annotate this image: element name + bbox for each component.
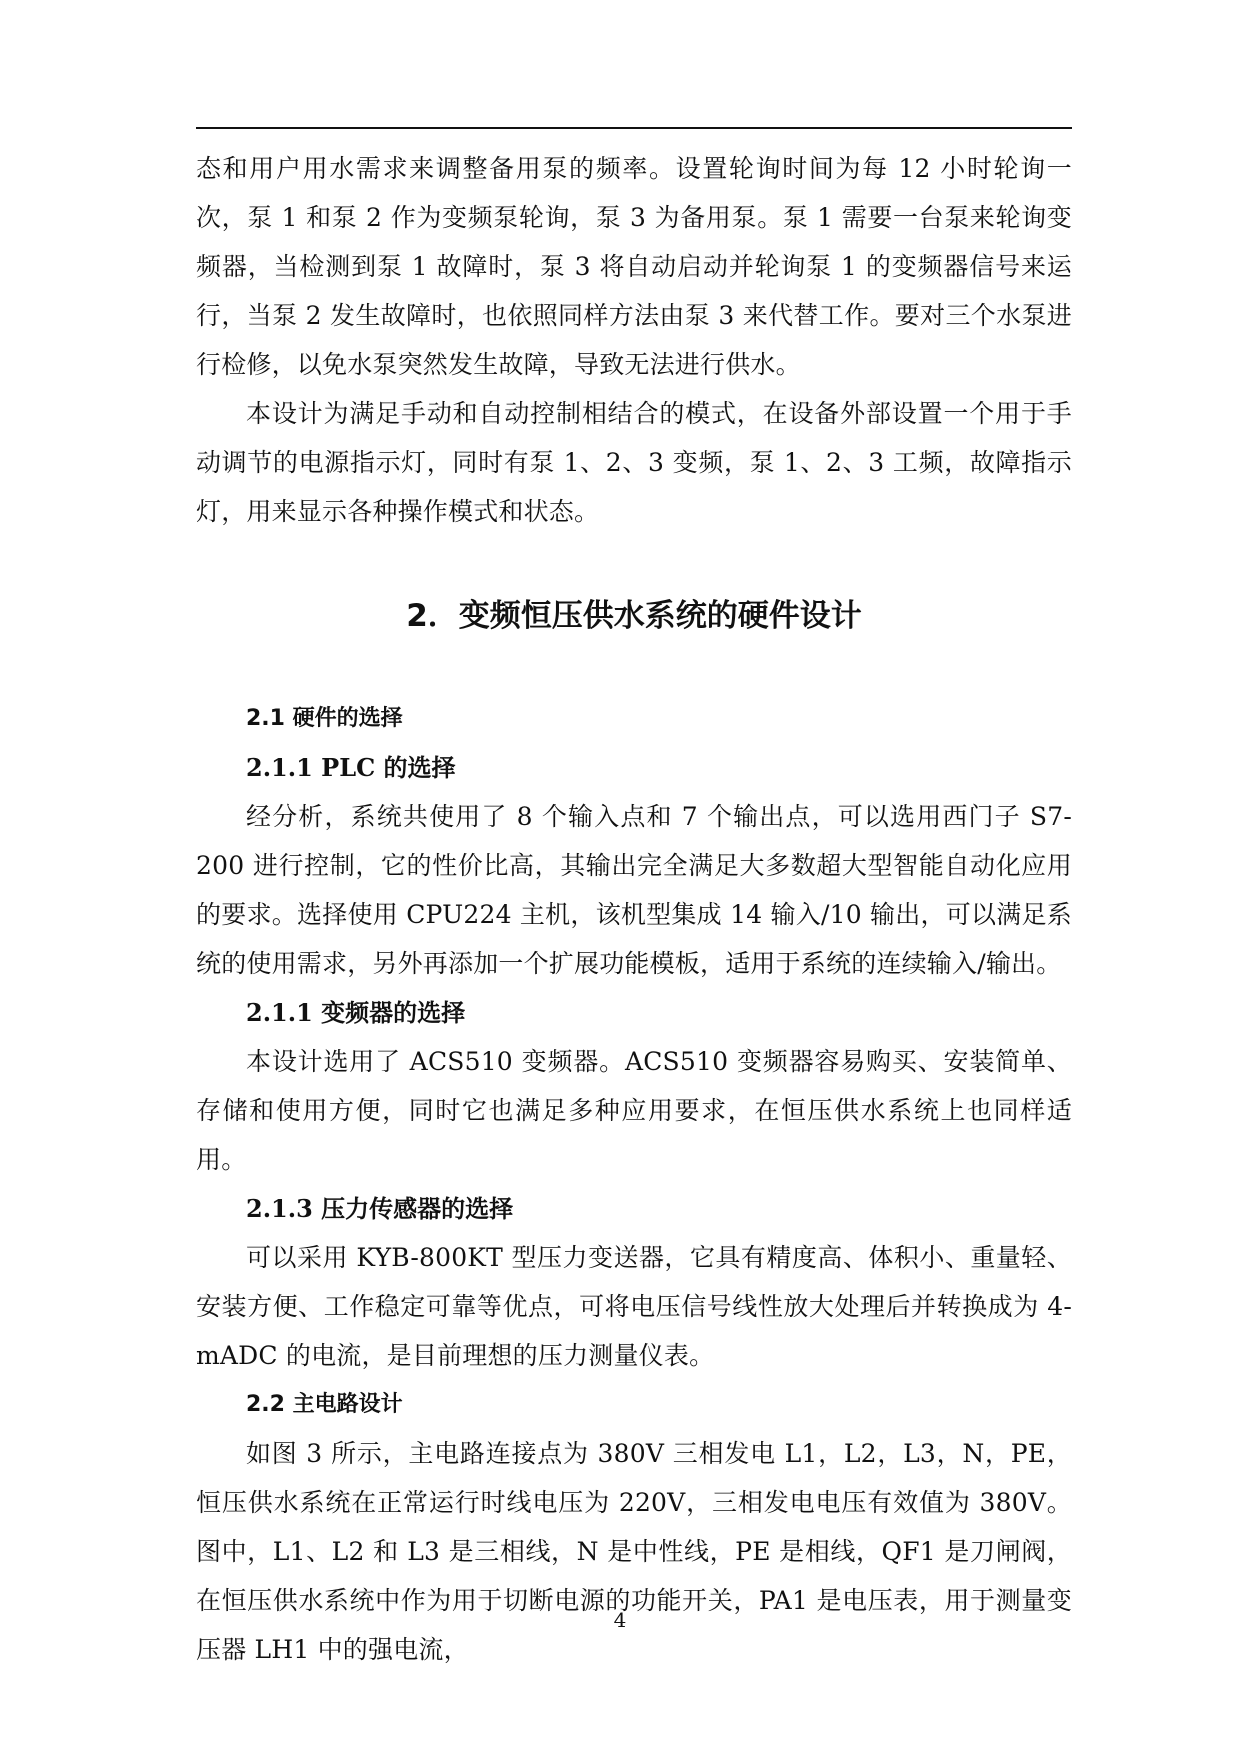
header-rule [196, 127, 1072, 129]
subsection-title-pressure-sensor: 2.1.3 压力传感器的选择 [246, 1194, 514, 1223]
section-title-2-1: 2.1 硬件的选择 [246, 706, 403, 731]
paragraph-continued: 态和用户用水需求来调整备用泵的频率。设置轮询时间为每 12 小时轮询一次，泵 1 和泵 2 作为变频泵轮询，泵 3 为备用泵。泵 1 需要一台泵来轮询变频器，当检测到泵 1 故障时，泵 3 将自动启动并轮询泵 1 的变频器信号来运行，当泵 2 发生故障时，也依照同样方法由泵 3 来代替工作。要对三个水泵进行检修，以免水泵突然发生故障，导致无法进行供水。 [196, 154, 1072, 379]
paragraph-plc: 经分析，系统共使用了 8 个输入点和 7 个输出点，可以选用西门子 S7-200 进行控制，它的性价比高，其输出完全满足大多数超大型智能自动化应用的要求。选择使用 CPU224 主机，该机型集成 14 输入/10 输出，可以满足系统的使用需求，另外再添加一个扩展功能模板，适用于系统的连续输入/输出。 [196, 802, 1072, 978]
subsection-title-inverter: 2.1.1 变频器的选择 [246, 998, 466, 1027]
subsection-title-plc: 2.1.1 PLC 的选择 [246, 753, 456, 782]
spacer [196, 636, 1072, 694]
paragraph-pressure-sensor: 可以采用 KYB-800KT 型压力变送器，它具有精度高、体积小、重量轻、安装方便、工作稳定可靠等优点，可将电压信号线性放大处理后并转换成为 4-mADC 的电流，是目前理想的压力测量仪表。 [196, 1243, 1072, 1370]
page-number: 4 [613, 1608, 627, 1632]
section-title-2-2: 2.2 主电路设计 [246, 1392, 403, 1417]
page-content [196, 144, 1072, 1674]
chapter-title: 2．变频恒压供水系统的硬件设计 [406, 598, 862, 634]
paragraph-inverter: 本设计选用了 ACS510 变频器。ACS510 变频器容易购买、安装简单、存储和使用方便，同时它也满足多种应用要求，在恒压供水系统上也同样适用。 [196, 1047, 1072, 1174]
paragraph-control-mode: 本设计为满足手动和自动控制相结合的模式，在设备外部设置一个用于手动调节的电源指示灯，同时有泵 1、2、3 变频，泵 1、2、3 工频，故障指示灯，用来显示各种操作模式和状态。 [196, 399, 1072, 526]
spacer [196, 536, 1072, 596]
paragraph-main-circuit: 如图 3 所示，主电路连接点为 380V 三相发电 L1，L2，L3，N，PE，恒压供水系统在正常运行时线电压为 220V，三相发电电压有效值为 380V。图中，L1、L2 和 L3 是三相线，N 是中性线，PE 是相线，QF1 是刀闸阀，在恒压供水系统中作为用于切断电源的功能开关，PA1 是电压表，用于测量变压器 LH1 中的强电流， [196, 1439, 1072, 1664]
